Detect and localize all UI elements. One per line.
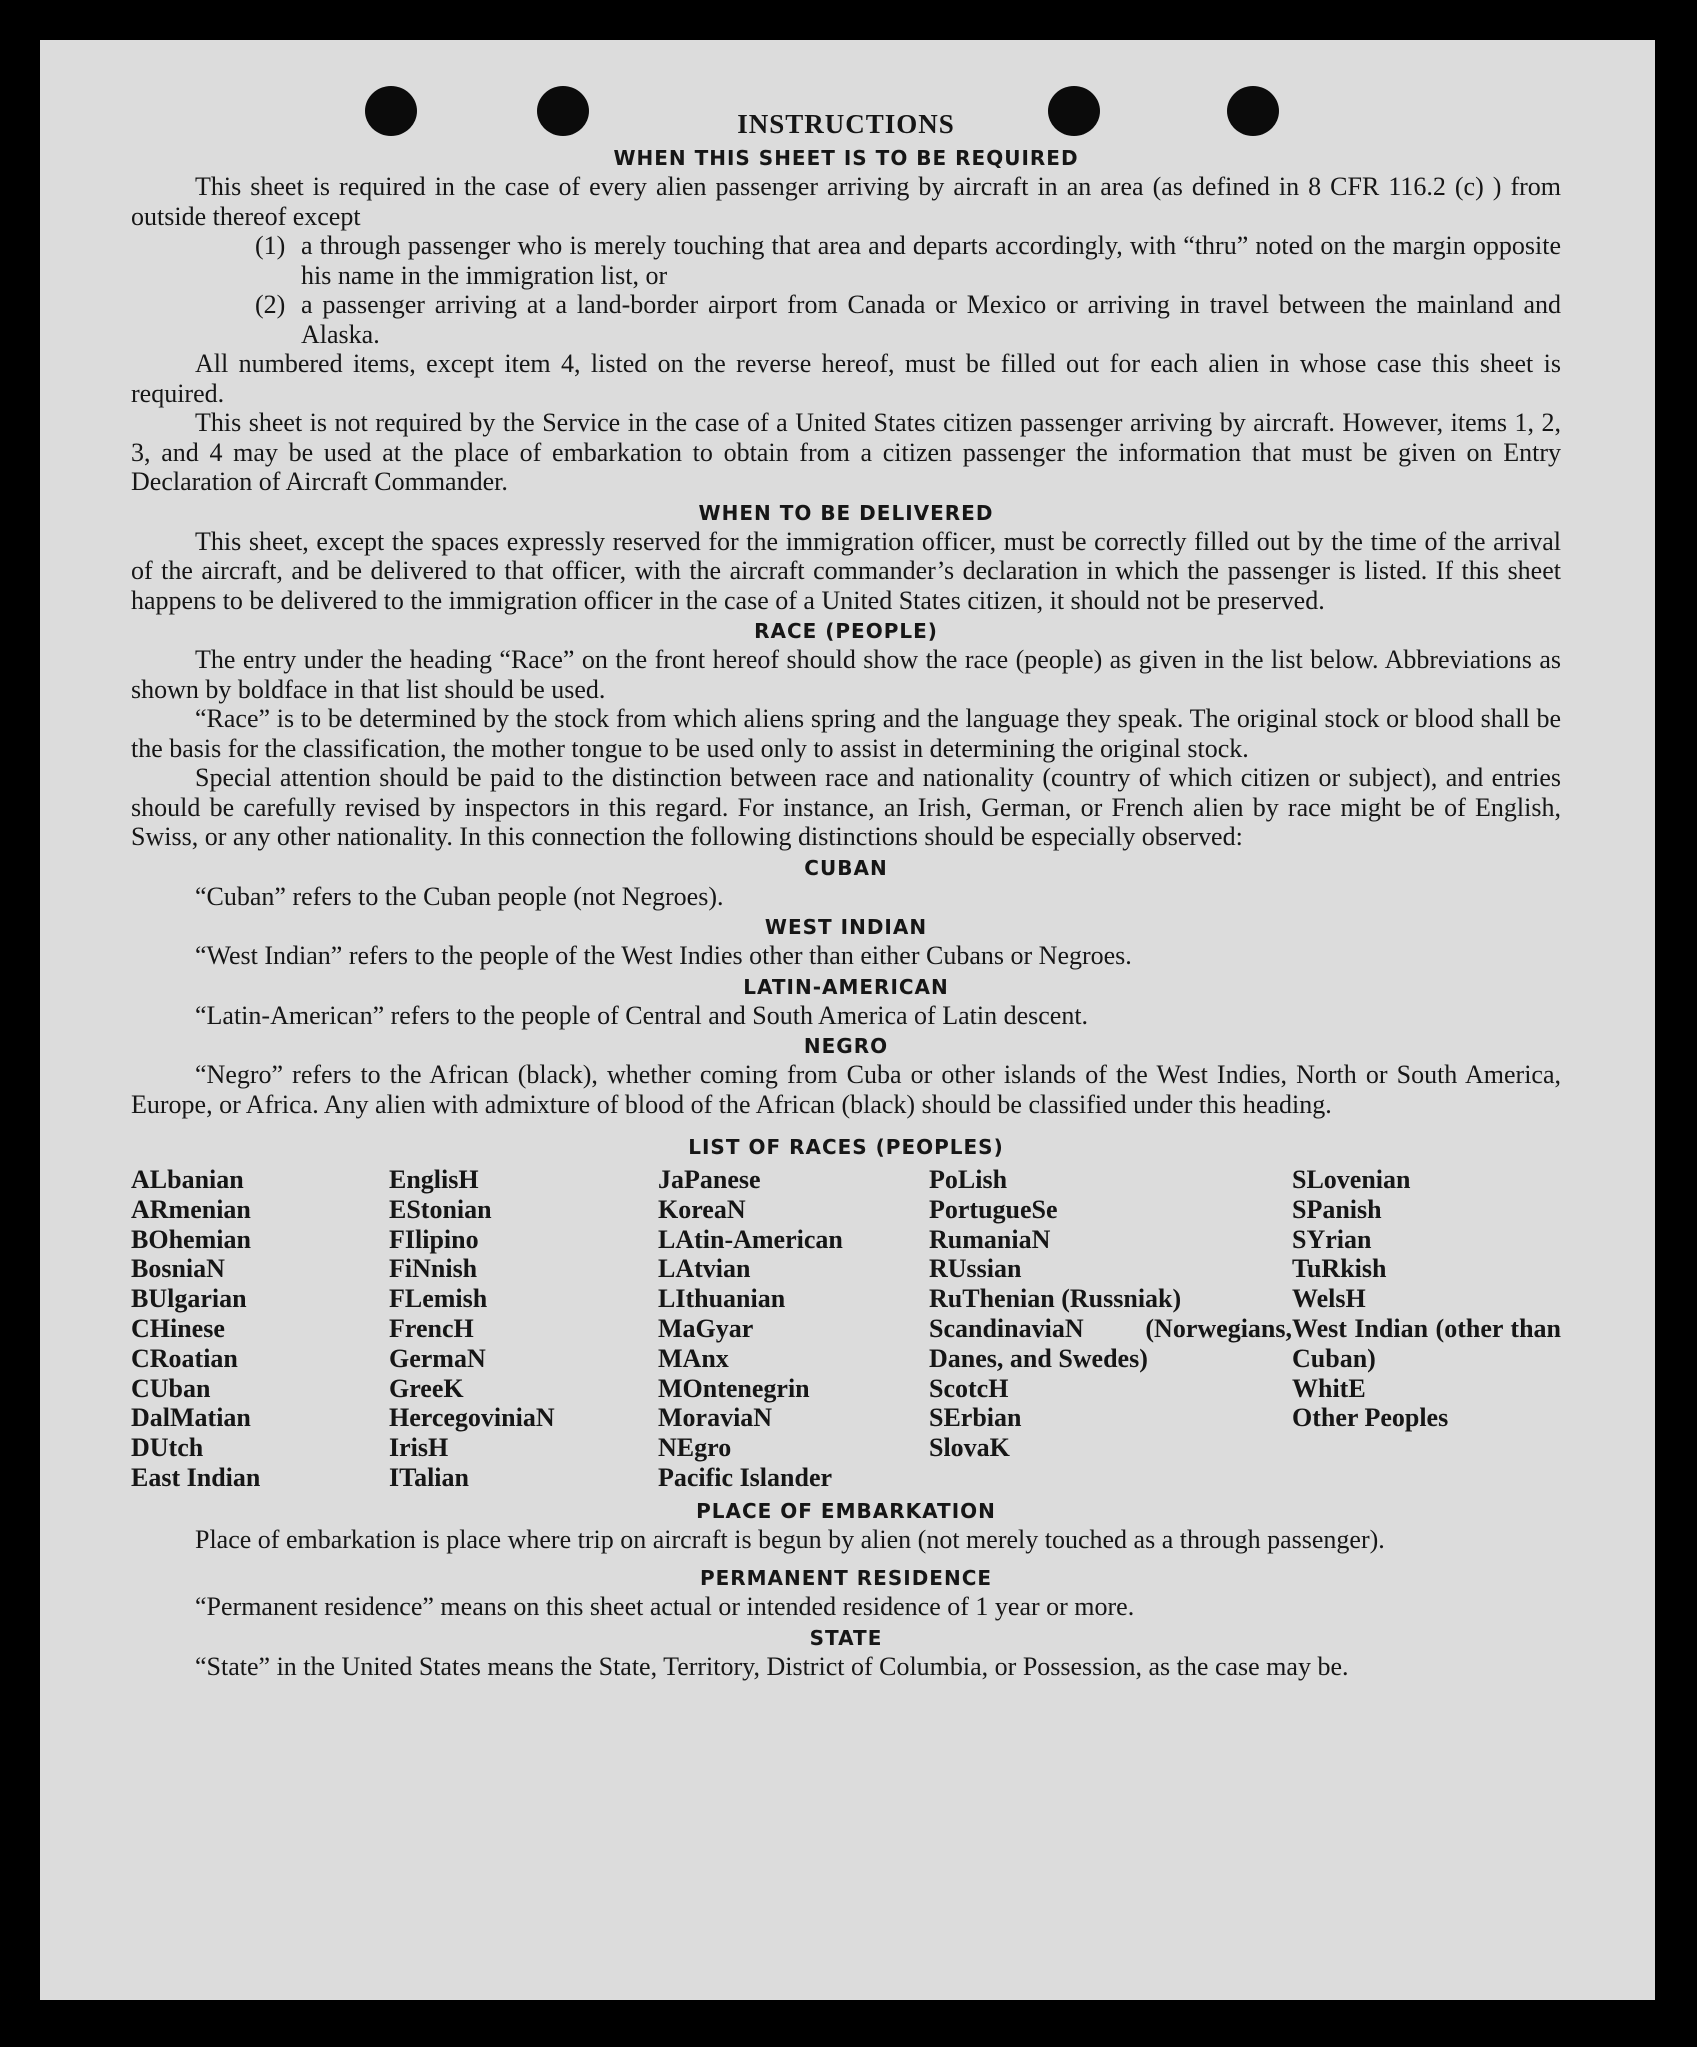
races-column [131, 1165, 389, 1493]
race-entry: RuThenian (Russniak) [929, 1284, 1182, 1314]
item-text: a passenger arriving at a land-border airport from Canada or Mexico or arriving in travel between the mainland and Alaska. [301, 290, 1561, 349]
race-entry: IrisH [389, 1433, 449, 1463]
race-entry: ScotcH [929, 1373, 1009, 1403]
race-entry: EStonian [389, 1194, 492, 1224]
race-entry: LAtin-American [658, 1224, 843, 1254]
document-sheet [40, 40, 1655, 2000]
race-entry: MoraviaN [658, 1403, 773, 1433]
section-heading: LATIN-AMERICAN [743, 974, 949, 999]
race-entry: LIthuanian [658, 1284, 786, 1314]
race-entry: CHinese [131, 1313, 225, 1343]
list-item [131, 231, 1561, 290]
race-entry: RUssian [929, 1254, 1022, 1284]
paragraph: “Race” is to be determined by the stock from which aliens spring and the language they speak. The original stock or blood shall be the basis for the classification, the mother tongue to be used only to assist in determining the original stock. [131, 704, 1561, 763]
race-entry: ARmenian [131, 1194, 251, 1224]
race-entry: BosniaN [131, 1254, 225, 1284]
race-entry: TuRkish [1292, 1254, 1387, 1284]
paragraph: “Permanent residence” means on this sheet actual or intended residence of 1 year or more. [195, 1592, 1135, 1622]
race-entry: ALbanian [131, 1165, 244, 1194]
race-entry: PortugueSe [929, 1194, 1058, 1224]
race-entry: SYrian [1292, 1224, 1372, 1254]
race-entry: BOhemian [131, 1224, 251, 1254]
paragraph: Special attention should be paid to the distinction between race and nationality (country of which citizen or subject), and entries should be carefully revised by inspectors in this regard. For instance, an Irish, German, or French alien by race might be of English, Swiss, or any other nationality. In this connection the following distinctions should be especially observed: [131, 763, 1561, 851]
item-text: a through passenger who is merely touching that area and departs accordingly, with “thru” noted on the margin opposite his name in the immigration list, or [301, 231, 1561, 290]
race-entry: BUlgarian [131, 1284, 247, 1314]
section-heading: RACE (PEOPLE) [754, 619, 938, 643]
race-entry: HercegoviniaN [389, 1403, 555, 1433]
section-heading: PERMANENT RESIDENCE [699, 1566, 993, 1591]
race-entry: Other Peoples [1292, 1403, 1449, 1433]
races-column [929, 1165, 1292, 1493]
race-entry: FLemish [389, 1284, 488, 1314]
paragraph: “State” in the United States means the State, Territory, District of Columbia, or Possession, as the case may be. [195, 1651, 1349, 1681]
race-entry: GreeK [389, 1373, 464, 1403]
section-heading: NEGRO [803, 1034, 889, 1058]
race-entry: WhitE [1292, 1373, 1366, 1403]
section-heading: CUBAN [804, 855, 888, 880]
paragraph: This sheet, except the spaces expressly reserved for the immigration officer, must be correctly filled out by the time of the arrival of the aircraft, and be delivered to that officer, with the aircraft commander’s declaration in which the passenger is listed. If this sheet happens to be delivered to the immigration officer in the case of a United States citizen, it should not be preserved. [131, 526, 1561, 615]
race-entry: SlovaK [929, 1433, 1010, 1463]
race-entry: FrencH [389, 1313, 474, 1343]
races-column [1292, 1165, 1561, 1493]
race-entry: MAnx [658, 1343, 729, 1373]
race-entry: EnglisH [389, 1165, 479, 1194]
race-entry: FiNnish [389, 1254, 478, 1284]
page-title: INSTRUCTIONS [737, 109, 955, 139]
race-entry: GermaN [389, 1343, 486, 1373]
race-entry: DalMatian [131, 1403, 251, 1433]
paragraph: This sheet is required in the case of every alien passenger arriving by aircraft in an area (as defined in 8 CFR 116.2 (c) ) from outside thereof except [131, 172, 1561, 231]
race-entry: CUban [131, 1373, 211, 1403]
item-number: (1) [255, 231, 286, 260]
race-entry: PoLish [929, 1165, 1008, 1194]
race-entry: MaGyar [658, 1313, 754, 1343]
races-column [658, 1165, 929, 1493]
race-entry: ITalian [389, 1462, 469, 1492]
paragraph: All numbered items, except item 4, listed on the reverse hereof, must be filled out for each alien in whose case this sheet is required. [131, 349, 1561, 408]
race-entry: NEgro [658, 1433, 732, 1463]
race-entry: SPanish [1292, 1194, 1382, 1224]
paragraph: “Latin-American” refers to the people of Central and South America of Latin descent. [195, 1000, 1089, 1030]
race-entry: SLovenian [1292, 1165, 1411, 1194]
race-entry: JaPanese [658, 1165, 761, 1194]
race-entry: RumaniaN [929, 1224, 1051, 1254]
race-entry: FIlipino [389, 1224, 479, 1254]
race-entry: East Indian [131, 1462, 261, 1492]
race-entry: Pacific Islander [658, 1462, 833, 1492]
race-entry: DUtch [131, 1433, 204, 1463]
race-entry: SErbian [929, 1403, 1022, 1433]
list-item [131, 290, 1561, 349]
section-heading: PLACE OF EMBARKATION [696, 1498, 996, 1523]
instructions-content [131, 106, 1561, 1681]
paragraph: Place of embarkation is place where trip on aircraft is begun by alien (not merely touched as a through passenger). [195, 1524, 1385, 1554]
item-number: (2) [255, 290, 286, 319]
section-heading: WEST INDIAN [764, 915, 928, 939]
section-heading: STATE [809, 1625, 883, 1650]
paragraph: “West Indian” refers to the people of the West Indies other than either Cubans or Negroes. [195, 941, 1132, 970]
race-entry: ScandinaviaN (Norwegians, Danes, and Swedes) [929, 1313, 1292, 1373]
section-heading: WHEN TO BE DELIVERED [698, 500, 994, 525]
section-heading: LIST OF RACES (PEOPLES) [688, 1135, 1004, 1159]
races-list [131, 1165, 1561, 1493]
paragraph: “Cuban” refers to the Cuban people (not Negroes). [195, 881, 724, 911]
section-heading: WHEN THIS SHEET IS TO BE REQUIRED [613, 146, 1079, 170]
race-entry: LAtvian [658, 1254, 751, 1284]
paragraph: This sheet is not required by the Service in the case of a United States citizen passenger arriving by aircraft. However, items 1, 2, 3, and 4 may be used at the place of embarkation to obtain from a citizen passenger the information that must be given on Entry Declaration of Aircraft Commander. [131, 408, 1561, 496]
race-entry: KoreaN [658, 1194, 746, 1224]
paragraph: The entry under the heading “Race” on the front hereof should show the race (people) as given in the list below. Abbreviations as shown by boldface in that list should be used. [131, 645, 1561, 704]
paragraph: “Negro” refers to the African (black), whether coming from Cuba or other islands of the West Indies, North or South America, Europe, or Africa. Any alien with admixture of blood of the African (black) should be classified under this heading. [131, 1060, 1561, 1119]
races-column [389, 1165, 658, 1493]
race-entry: MOntenegrin [658, 1373, 810, 1403]
race-entry: CRoatian [131, 1343, 238, 1373]
race-entry: West Indian (other than Cuban) [1292, 1313, 1561, 1373]
race-entry: WelsH [1292, 1284, 1366, 1314]
